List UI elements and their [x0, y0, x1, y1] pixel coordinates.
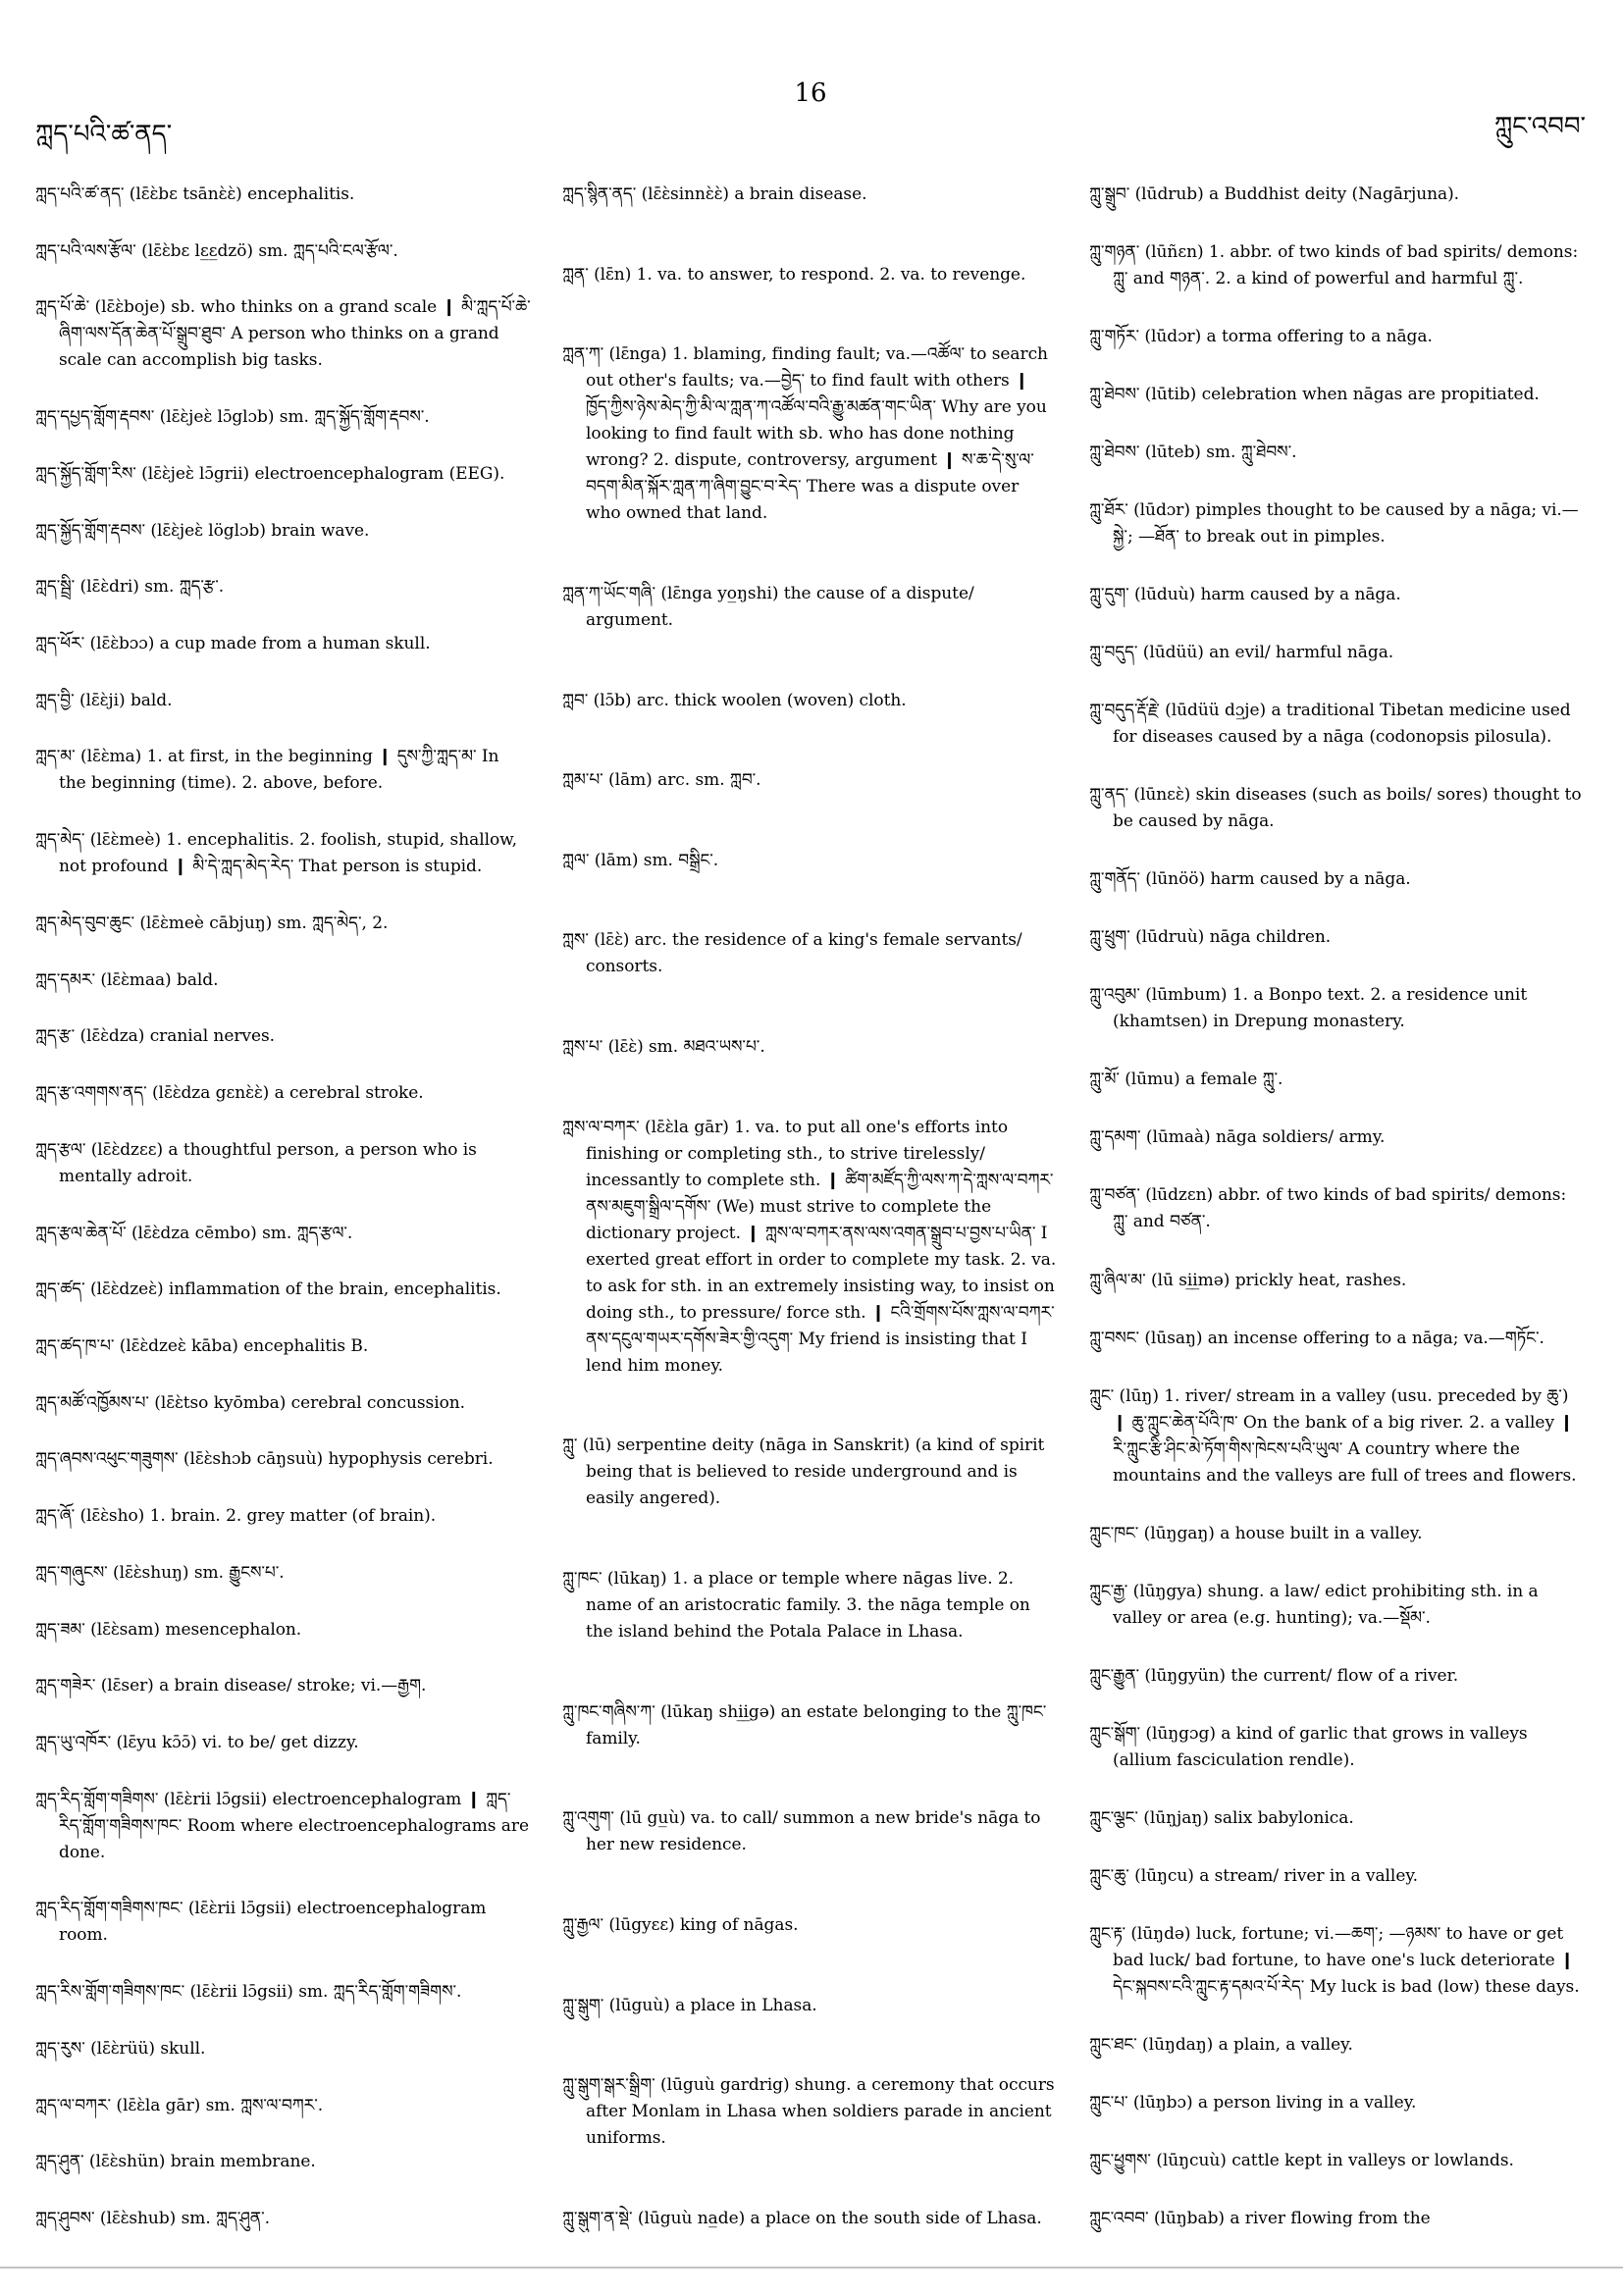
- dictionary-entry: ཀླུ་ཁང་གཞིས་ཀ་ (lūkaŋ shi̲i̲gə) an estate belonging to the ཀླུ་ཁང་ family.: [562, 1701, 1047, 1748]
- dictionary-entry: ཀླུ་ཐོར་ (lūdɔr) pimples thought to be caused by a nāga; vi.—སྐྱེ་; —ཐོན་ to break out in pimples.: [1089, 500, 1579, 548]
- dictionary-entry: ཀླད་རྩལ་ཆེན་པོ་ (lɛ̄ɛ̀dza cēmbo) sm. ཀླད་རྩལ་.: [35, 1223, 353, 1243]
- dictionary-entry: ཀླུང་ (lūŋ) 1. river/ stream in a valley (usu. preceded by ཆུ་) ❙ ཆུ་ཀླུང་ཆེན་པོའི་ཁ་ On the bank of a big river. 2. a valley ❙ རི་ཀླུང་རྩི་ཤིང་མེ་ཏོག་གིས་ཁེངས་པའི་ཡུལ་ A country where the mountains and the valleys are full of trees and flowers.: [1089, 1385, 1577, 1486]
- dictionary-entry: ཀླས་ལ་བཀར་ (lɛ̄ɛ̀la gār) 1. va. to put all one's efforts into finishing or completing sth., to strive tirelessly/ incessantly to complete sth. ❙ ཚིག་མཛོད་ཀྱི་ལས་ཀ་དེ་ཀླས་ལ་བཀར་ནས་མཇུག་སྒྲིལ་དགོས་ (We) must strive to complete the dictionary project. ❙ ཀླས་ལ་བཀར་ནས་ལས་འགན་སྒྲུབ་པ་བྱས་པ་ཡིན་ I exerted great effort in order to complete my task. 2. va. to ask for sth. in an extremely insisting way, to insist on doing sth., to pressure/ force sth. ❙ ངའི་གྲོགས་པོས་ཀླས་ལ་བཀར་ནས་དངུལ་གཡར་དགོས་ཟེར་གྱི་འདུག་ My friend is insisting that I lend him money.: [562, 1117, 1057, 1376]
- dictionary-entry: ཀླམ་པ་ (lām) arc. sm. ཀླབ་.: [562, 770, 761, 791]
- dictionary-entry: ཀླད་སྐྱོད་གློག་རིས་ (lɛ̄ɛ̀jeɛ̀ lɔ̄grii) electroencephalogram (EEG).: [35, 463, 505, 484]
- dictionary-entry: ཀླད་རྩ་འགགས་ནད་ (lɛ̄ɛ̀dza gɛnɛ̀ɛ̀) a cerebral stroke.: [35, 1083, 424, 1104]
- dictionary-entry: ཀླུང་རྒྱུན་ (lūŋgyün) the current/ flow of a river.: [1089, 1665, 1459, 1686]
- dictionary-entry: ཀླུ་སྒུག་ན་སྡེ་ (lūguù na̲de) a place on the south side of Lhasa.: [562, 2208, 1042, 2228]
- dictionary-entry: ཀླུ་དུག་ (lūduù) harm caused by a nāga.: [1089, 585, 1401, 605]
- dictionary-entry: ཀླུ་ཞིལ་མ་ (lū si̲i̲mə) prickly heat, rashes.: [1089, 1270, 1407, 1290]
- dictionary-entry: ཀླད་རུས་ (lɛ̄ɛ̀rüü) skull.: [35, 2038, 206, 2059]
- dictionary-entry: ཀླུང་ཕྱུགས་ (lūŋcuù) cattle kept in valleys or lowlands.: [1089, 2150, 1514, 2170]
- dictionary-entry: ཀླུང་པ་ (lūŋbɔ) a person living in a valley.: [1089, 2092, 1417, 2113]
- dictionary-entry: ཀླན་ཀ་ཡོང་གཞི་ (lɛ̄nga yo̲ŋshi) the cause of a dispute/ argument.: [562, 583, 974, 630]
- dictionary-entry: ཀླུ་སྒྲུབ་ (lūdrub) a Buddhist deity (Nagārjuna).: [1089, 184, 1460, 204]
- dictionary-entry: ཀླད་མཚོ་འཁྱོམས་པ་ (lɛ̄ɛ̀tso kyōmba) cerebral concussion.: [35, 1392, 466, 1413]
- dictionary-entry: ཀླད་པའི་ལས་རྩོལ་ (lɛ̄ɛ̀bɛ lɛ̲ɛ̲dzö) sm. ཀླད་པའི་ངལ་རྩོལ་.: [35, 240, 398, 261]
- dictionary-entry: ཀླད་པོ་ཆེ་ (lɛ̄ɛ̀boje) sb. who thinks on a grand scale ❙ མི་ཀླད་པོ་ཆེ་ཞིག་ལས་དོན་ཆེན་པོ་སྒྲུབ་ཐུབ་ A person who thinks on a grand scale can accomplish big tasks.: [35, 297, 531, 371]
- dictionary-entry: ཀླུང་ཁང་ (lūŋgaŋ) a house built in a valley.: [1089, 1523, 1423, 1543]
- dictionary-entry: ཀླད་གཟེར་ (lɛ̄ser) a brain disease/ stroke; vi.—རྒྱག.: [35, 1676, 427, 1696]
- dictionary-entry: ཀླད་ཕོར་ (lɛ̄ɛ̀bɔɔ) a cup made from a human skull.: [35, 634, 431, 654]
- header-left-guideword: ཀླད་པའི་ཚ་ནད་: [35, 120, 173, 149]
- dictionary-entry: ཀླད་མ་ (lɛ̄ɛ̀ma) 1. at first, in the beginning ❙ དུས་ཀྱི་ཀླད་མ་ In the beginning (time). 2. above, before.: [35, 747, 499, 794]
- dictionary-entry: ཀླུ་ (lū) serpentine deity (nāga in Sanskrit) (a kind of spirit being that is believed to reside underground and is easily angered).: [562, 1435, 1045, 1509]
- dictionary-entry: ཀླད་མེད་བུབ་ཆུང་ (lɛ̄ɛ̀meè cābjuŋ) sm. ཀླད་མེད་, 2.: [35, 913, 389, 933]
- column-3: [1089, 182, 1585, 2232]
- dictionary-entry: ཀླུ་གནོད་ (lūnöö) harm caused by a nāga.: [1089, 869, 1411, 890]
- dictionary-entry: ཀླད་རྩ་ (lɛ̄ɛ̀dza) cranial nerves.: [35, 1026, 276, 1047]
- dictionary-entry: ཀླུ་སྒུག་སྒར་སྒྲིག་ (lūguù gardrig) shung. a ceremony that occurs after Monlam in Lhasa when soldiers parade in ancient uniforms.: [562, 2075, 1055, 2149]
- dictionary-entry: ཀླན་ཀ་ (lɛ̄nga) 1. blaming, finding fault; va.—འཚོལ་ to search out other's faults; va.—བྱེད་ to find fault with others ❙ ཁྱོད་ཀྱིས་ཉེས་མེད་ཀྱི་མི་ལ་ཀླན་ཀ་འཚོལ་བའི་རྒྱུ་མཚན་གང་ཡིན་ Why are you looking to find fault with sb. who has done nothing wrong? 2. dispute, controversy, argument ❙ ས་ཆ་དེ་སུ་ལ་བདག་མིན་སྐོར་ཀླན་ཀ་ཞིག་བྱུང་བ་རེད་ There was a dispute over who owned that land.: [562, 344, 1048, 524]
- dictionary-entry: ཀླབ་ (lɔ̄b) arc. thick woolen (woven) cloth.: [562, 690, 907, 710]
- dictionary-entry: ཀླུ་འབུམ་ (lūmbum) 1. a Bonpo text. 2. a residence unit (khamtsen) in Drepung monastery.: [1089, 985, 1528, 1032]
- dictionary-entry: ཀླད་མེད་ (lɛ̄ɛ̀meè) 1. encephalitis. 2. foolish, stupid, shallow, not profound ❙ མི་དེ་ཀླད་མེད་རེད་ That person is stupid.: [35, 830, 518, 877]
- footer-divider: [0, 2267, 1623, 2269]
- dictionary-entry: ཀླད་རིད་གློག་གཟིགས་ཁང་ (lɛ̄ɛ̀rii lɔ̄gsii) electroencephalogram room.: [35, 1899, 487, 1946]
- dictionary-entry: ཀླན་ (lɛ̄n) 1. va. to answer, to respond. 2. va. to revenge.: [562, 264, 1026, 285]
- dictionary-entry: ཀླད་རིས་གློག་གཟིགས་ཁང་ (lɛ̄ɛ̀rii lɔ̄gsii) sm. ཀླད་རིད་གློག་གཟིགས་.: [35, 1982, 462, 2003]
- dictionary-entry: ཀླུང་ལྕང་ (lūŋjaŋ) salix babylonica.: [1089, 1807, 1354, 1828]
- dictionary-entry: ཀླད་ཚད་ཁ་པ་ (lɛ̄ɛ̀dzeɛ̀ kāba) encephalitis B.: [35, 1335, 369, 1356]
- dictionary-entry: ཀླུ་མོ་ (lūmu) a female ཀླུ་.: [1089, 1070, 1283, 1090]
- dictionary-entry: ཀླུ་གཏོར་ (lūdɔr) a torma offering to a nāga.: [1089, 327, 1433, 347]
- dictionary-entry: ཀླུ་སྒུག་ (lūguù) a place in Lhasa.: [562, 1995, 817, 2015]
- dictionary-entry: ཀླད་པའི་ཚ་ནད་ (lɛ̄ɛ̀bɛ tsānɛ̀ɛ̀) encephalitis.: [35, 184, 355, 204]
- dictionary-entry: ཀླད་ཤུབས་ (lɛ̄ɛ̀shub) sm. ཀླད་ཤུན་.: [35, 2209, 270, 2228]
- dictionary-entry: ཀླུ་དམག་ (lūmaà) nāga soldiers/ army.: [1089, 1127, 1386, 1148]
- entry-columns: [35, 182, 1586, 2232]
- dictionary-entry: ཀླད་ཟམ་ (lɛ̄ɛ̀sam) mesencephalon.: [35, 1619, 302, 1640]
- column-2: [562, 182, 1058, 2232]
- dictionary-entry: ཀླུ་ནད་ (lūnɛɛ̀) skin diseases (such as boils/ sores) thought to be caused by nāga.: [1089, 785, 1582, 832]
- header-right-guideword: ཀླུང་འབབ་: [1493, 112, 1586, 141]
- dictionary-entry: ཀླད་སྦྲི་ (lɛ̄ɛ̀dri) sm. ཀླད་རྩ་.: [35, 577, 225, 598]
- dictionary-entry: ཀླུང་རྟ་ (lūŋdə) luck, fortune; vi.—ཆག་; —ཉམས་ to have or get bad luck/ bad fortune, to have one's luck deteriorate ❙ དེང་སྐབས་ངའི་ཀླུང་རྟ་དམའ་པོ་རེད་ My luck is bad (low) these days.: [1089, 1923, 1580, 1997]
- dictionary-entry: ཀླུང་ཆུ་ (lūŋcu) a stream/ river in a valley.: [1089, 1865, 1418, 1886]
- dictionary-entry: ཀླད་སྐྱོད་གློག་རྡབས་ (lɛ̄ɛ̀jeɛ̀ löglɔb) brain wave.: [35, 520, 370, 541]
- dictionary-entry: ཀླད་ཞོ་ (lɛ̄ɛ̀sho) 1. brain. 2. grey matter (of brain).: [35, 1506, 437, 1527]
- dictionary-entry: ཀླུ་བསང་ (lūsaŋ) an incense offering to a nāga; va.—གཏོང་.: [1089, 1328, 1544, 1348]
- dictionary-entry: ཀླས་པ་ (lɛ̄ɛ̀) sm. མཐའ་ཡས་པ་.: [562, 1037, 765, 1058]
- dictionary-entry: ཀླུ་ཁང་ (lūkaŋ) 1. a place or temple where nāgas live. 2. name of an aristocratic family. 3. the nāga temple on the island behind the Potala Palace in Lhasa.: [562, 1569, 1030, 1643]
- dictionary-entry: ཀླད་ལ་བཀར་ (lɛ̄ɛ̀la gār) sm. ཀླས་ལ་བཀར་.: [35, 2095, 324, 2115]
- dictionary-entry: ཀླུང་འབབ་ (lūŋbab) a river flowing from the: [1089, 2208, 1431, 2228]
- dictionary-entry: ཀླད་བྱི་ (lɛ̄ɛ̀ji) bald.: [35, 690, 173, 710]
- dictionary-entry: ཀླུ་འགུག་ (lū gu̲ù) va. to call/ summon a new bride's nāga to her new residence.: [562, 1808, 1041, 1855]
- dictionary-entry: ཀླུང་སྒོག་ (lūŋgɔg) a kind of garlic that grows in valleys (allium fasciculation rendle).: [1089, 1723, 1528, 1770]
- dictionary-entry: ཀླལ་ (lām) sm. བསྒྲིང་.: [562, 850, 719, 870]
- dictionary-entry: ཀླུ་གཉན་ (lūñɛn) 1. abbr. of two kinds of bad spirits/ demons: ཀླུ་ and གཉན་. 2. a kind of powerful and harmful ཀླུ་.: [1089, 242, 1579, 289]
- dictionary-entry: ཀླུ་བདུད་ (lūdüü) an evil/ harmful nāga.: [1089, 643, 1394, 663]
- dictionary-entry: ཀླད་སྙིན་ནད་ (lɛ̄ɛ̀sinnɛ̀ɛ̀) a brain disease.: [562, 184, 867, 204]
- dictionary-entry: ཀླུ་རྒྱལ་ (lūgyɛɛ) king of nāgas.: [562, 1914, 799, 1935]
- dictionary-entry: ཀླད་གཞུངས་ (lɛ̄ɛ̀shuŋ) sm. རྒྱུངས་པ་.: [35, 1562, 285, 1583]
- dictionary-entry: ཀླད་ཤུན་ (lɛ̄ɛ̀shün) brain membrane.: [35, 2152, 316, 2172]
- dictionary-entry: ཀླུ་བདུད་རྡོ་རྗེ་ (lūdüü dɔ̲je) a traditional Tibetan medicine used for diseases caused by a nāga (codonopsis pilosula).: [1089, 701, 1571, 748]
- dictionary-entry: ཀླད་དམར་ (lɛ̄ɛ̀maa) bald.: [35, 969, 219, 990]
- dictionary-entry: ཀླུ་ཕྲུག་ (lūdruù) nāga children.: [1089, 927, 1332, 948]
- dictionary-entry: ཀླུ་བཙན་ (lūdzɛn) abbr. of two kinds of bad spirits/ demons: ཀླུ་ and བཙན་.: [1089, 1185, 1567, 1232]
- dictionary-entry: ཀླད་ཡུ་འཁོར་ (lɛ̄yu kɔ̄ɔ̄) vi. to be/ get dizzy.: [35, 1732, 359, 1752]
- dictionary-entry: ཀླས་ (lɛ̄ɛ̀) arc. the residence of a king's female servants/ consorts.: [562, 930, 1022, 977]
- dictionary-entry: ཀླུ་ཐེབས་ (lūtib) celebration when nāgas are propitiated.: [1089, 385, 1540, 405]
- dictionary-entry: ཀླུ་ཐེབས་ (lūteb) sm. ཀླུ་ཐེབས་.: [1089, 443, 1297, 463]
- dictionary-entry: ཀླད་ཚད་ (lɛ̄ɛ̀dzeɛ̀) inflammation of the brain, encephalitis.: [35, 1279, 501, 1300]
- dictionary-entry: ཀླད་ཞབས་འཕུང་གཟུགས་ (lɛ̄ɛ̀shɔb cāŋsuù) hypophysis cerebri.: [35, 1449, 494, 1470]
- dictionary-entry: ཀླད་དཔྱད་གློག་རྡབས་ (lɛ̄ɛ̀jeɛ̀ lɔ̄glɔb) sm. ཀླད་སྐྱོད་གློག་རྡབས་.: [35, 407, 430, 428]
- dictionary-entry: ཀླུང་རྒྱ་ (lūŋgya) shung. a law/ edict prohibiting sth. in a valley or area (e.g. hunting); va.—སྡོམ་.: [1089, 1581, 1539, 1628]
- page-number: 16: [794, 78, 827, 108]
- dictionary-entry: ཀླད་རིད་གློག་གཟིགས་ (lɛ̄ɛ̀rii lɔ̄gsii) electroencephalogram ❙ ཀླད་རིད་གློག་གཟིགས་ཁང་ Room where electroencephalograms are done.: [35, 1789, 529, 1862]
- page-header: [35, 78, 1586, 147]
- column-1: [35, 182, 531, 2232]
- dictionary-entry: ཀླུང་ཐང་ (lūŋdaŋ) a plain, a valley.: [1089, 2034, 1353, 2055]
- dictionary-entry: ཀླད་རྩལ་ (lɛ̄ɛ̀dzɛɛ) a thoughtful person, a person who is mentally adroit.: [35, 1139, 477, 1186]
